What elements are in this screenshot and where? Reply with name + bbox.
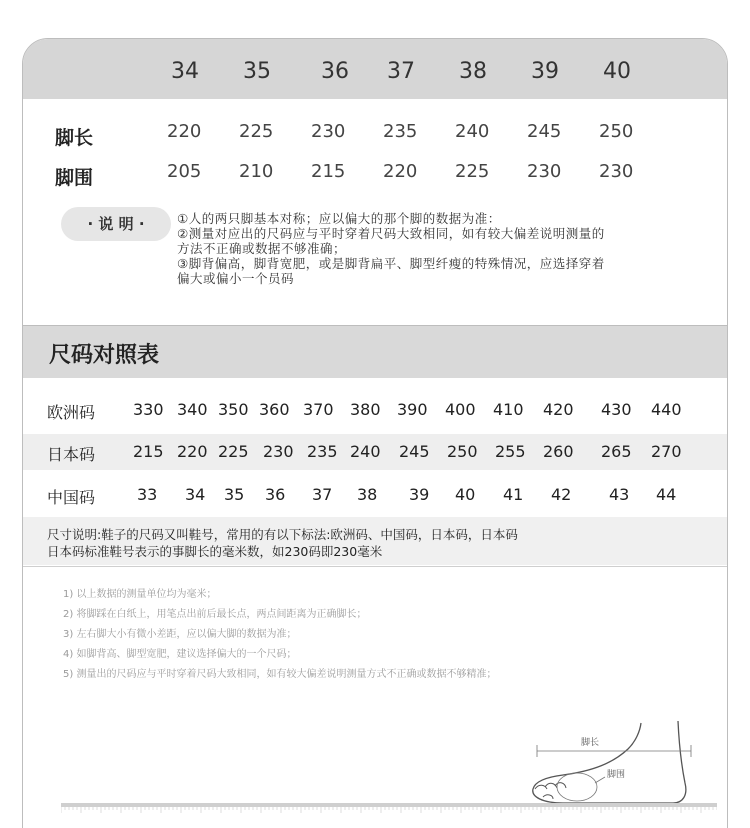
- foot-icon: [503, 713, 723, 813]
- table-cell: 220: [177, 442, 208, 461]
- table-cell: 350: [218, 400, 249, 419]
- table-cell: 270: [651, 442, 682, 461]
- table-cell: 420: [543, 400, 574, 419]
- table-cell: 37: [312, 485, 333, 504]
- table-cell: 230: [263, 442, 294, 461]
- note-line: 偏大或偏小一个员码: [177, 271, 295, 286]
- size-35: 35: [243, 59, 271, 84]
- table-cell: 42: [551, 485, 572, 504]
- girth-label: 脚围: [607, 770, 626, 780]
- foot-girth-value: 205: [167, 161, 202, 182]
- table-cell: 265: [601, 442, 632, 461]
- table-cell: 44: [656, 485, 677, 504]
- table-cell: 225: [218, 442, 249, 461]
- foot-girth-value: 225: [455, 161, 490, 182]
- divider: [23, 566, 727, 567]
- foot-length-value: 240: [455, 121, 490, 142]
- table-cell: 35: [224, 485, 245, 504]
- size-explanation: [23, 517, 727, 565]
- length-label: 脚长: [581, 738, 600, 748]
- foot-length-value: 220: [167, 121, 202, 142]
- row-label-cn: 中国码: [47, 488, 96, 507]
- note-line: ③脚背偏高，脚背宽肥，或是脚背扁平、脚型纤瘦的特殊情况，应选择穿着: [177, 256, 605, 271]
- ruler-icon: [61, 803, 717, 815]
- table-cell: 370: [303, 400, 334, 419]
- size-38: 38: [459, 59, 487, 84]
- size-39: 39: [531, 59, 559, 84]
- table-cell: 260: [543, 442, 574, 461]
- table-cell: 235: [307, 442, 338, 461]
- foot-length-value: 225: [239, 121, 274, 142]
- table-cell: 340: [177, 400, 208, 419]
- table-cell: 380: [350, 400, 381, 419]
- table-cell: 255: [495, 442, 526, 461]
- table-cell: 39: [409, 485, 430, 504]
- foot-girth-value: 230: [599, 161, 634, 182]
- foot-measure-illustration: [503, 713, 723, 813]
- table-cell: 43: [609, 485, 630, 504]
- table-cell: 400: [445, 400, 476, 419]
- tip-item: 1) 以上数据的测量单位均为毫米；: [63, 589, 217, 600]
- table-cell: 245: [399, 442, 430, 461]
- size-37: 37: [387, 59, 415, 84]
- explanation-line: 尺寸说明:鞋子的尺码又叫鞋号，常用的有以下标法:欧洲码、中国码，日本码，日本码: [47, 527, 518, 542]
- table-cell: 215: [133, 442, 164, 461]
- table-cell: 440: [651, 400, 682, 419]
- foot-girth-value: 220: [383, 161, 418, 182]
- conversion-title-bar: [23, 326, 727, 378]
- table-cell: 40: [455, 485, 476, 504]
- foot-length-label: 脚长: [55, 127, 94, 149]
- tip-item: 2) 将脚踩在白纸上，用笔点出前后最长点，两点间距离为正确脚长；: [63, 609, 367, 620]
- row-label-eu: 欧洲码: [47, 403, 96, 422]
- tip-item: 4) 如脚背高、脚型宽肥，建议选择偏大的一个尺码；: [63, 649, 297, 660]
- table-cell: 36: [265, 485, 286, 504]
- note-line: 方法不正确或数据不够准确；: [177, 241, 347, 256]
- note-badge: · 说 明 ·: [61, 207, 171, 241]
- note-line: ①人的两只脚基本对称；应以偏大的那个脚的数据为准：: [177, 211, 501, 226]
- table-row: [23, 434, 727, 470]
- note-text: [177, 211, 707, 286]
- row-label-jp: 日本码: [47, 445, 96, 464]
- table-row: [23, 477, 727, 513]
- size-40: 40: [603, 59, 631, 84]
- measurement-tips: [63, 585, 496, 685]
- table-cell: 38: [357, 485, 378, 504]
- table-row: [23, 392, 727, 428]
- table-cell: 33: [137, 485, 158, 504]
- size-34: 34: [171, 59, 199, 84]
- table-cell: 240: [350, 442, 381, 461]
- explanation-line: 日本码标准鞋号表示的事脚长的毫米数，如230码即230毫米: [47, 544, 383, 559]
- table-cell: 390: [397, 400, 428, 419]
- foot-length-value: 230: [311, 121, 346, 142]
- table-cell: 430: [601, 400, 632, 419]
- table-cell: 410: [493, 400, 524, 419]
- conversion-title: 尺码对照表: [49, 343, 160, 368]
- table-cell: 330: [133, 400, 164, 419]
- foot-girth-value: 230: [527, 161, 562, 182]
- note-line: ②测量对应出的尺码应与平时穿着尺码大致相同，如有较大偏差说明测量的: [177, 226, 605, 241]
- foot-length-value: 250: [599, 121, 634, 142]
- foot-length-value: 235: [383, 121, 418, 142]
- foot-girth-value: 215: [311, 161, 346, 182]
- size-36: 36: [321, 59, 349, 84]
- size-header-row: [23, 39, 727, 99]
- table-cell: 360: [259, 400, 290, 419]
- table-cell: 34: [185, 485, 206, 504]
- size-chart-card: [22, 38, 728, 828]
- foot-girth-value: 210: [239, 161, 274, 182]
- table-cell: 250: [447, 442, 478, 461]
- foot-girth-label: 脚围: [55, 167, 94, 189]
- tip-item: 5) 测量出的尺码应与平时穿着尺码大致相同，如有较大偏差说明测量方式不正确或数据不够精准；: [63, 669, 497, 680]
- table-cell: 41: [503, 485, 524, 504]
- foot-length-value: 245: [527, 121, 562, 142]
- tip-item: 3) 左右脚大小有微小差距，应以偏大脚的数据为准；: [63, 629, 297, 640]
